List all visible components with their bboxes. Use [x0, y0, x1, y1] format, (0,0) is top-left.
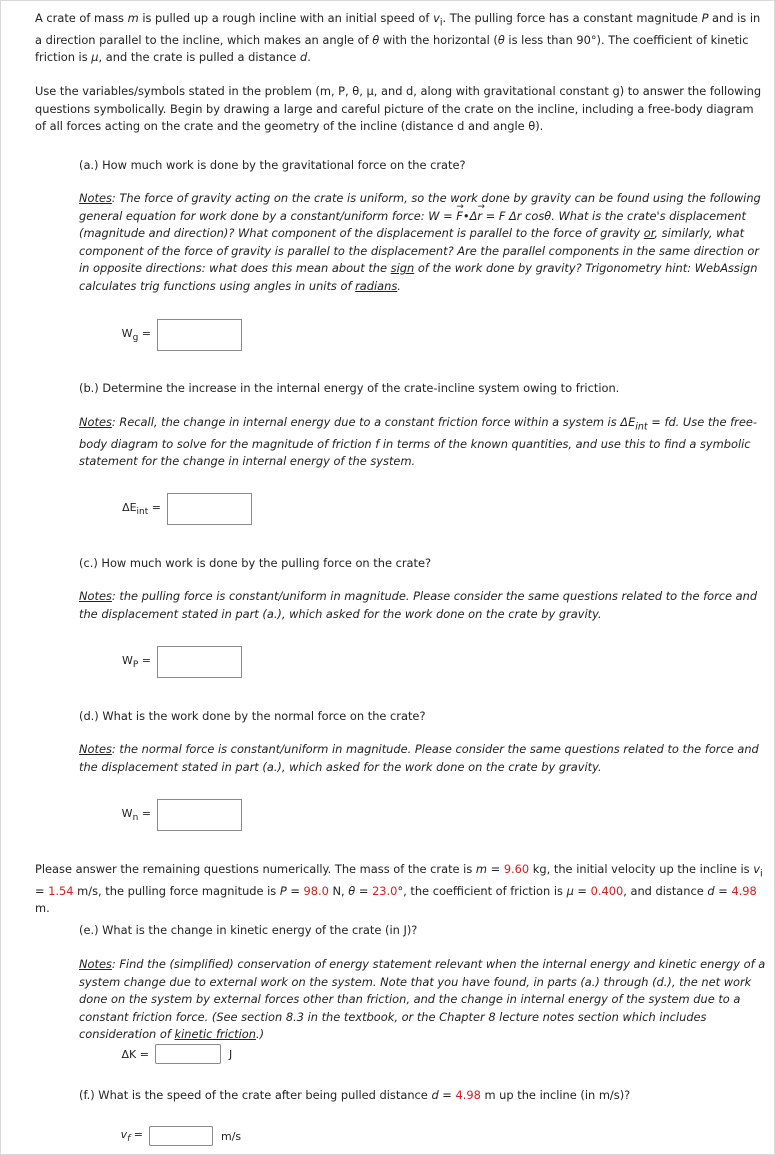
mass-value: 9.60 [503, 862, 530, 876]
distance-value-f: 4.98 [455, 1088, 481, 1102]
part-d-answer-row [101, 799, 242, 831]
part-e-label: ΔK = [121, 1047, 149, 1061]
part-a-answer-row [101, 319, 242, 351]
internal-energy-input[interactable] [167, 493, 252, 525]
part-d-question: (d.) What is the work done by the normal force on the crate? [79, 709, 426, 723]
instructions: Use the variables/symbols stated in the problem (m, P, θ, μ, and d, along with gravitational constant g) to answer the following questions symbolically. Begin by drawing a large and careful picture of the crate on the incline, including a free-body diagram of all forces acting on the crate and the geometry of the incline (distance d and angle θ). [35, 84, 762, 133]
part-c-question: (c.) How much work is done by the pulling force on the crate? [79, 556, 432, 570]
part-d-label: $W_n$ = [121, 806, 151, 824]
force-value: 98.0 [303, 883, 329, 898]
friction-value: 0.400 [590, 883, 624, 898]
work-normal-input[interactable] [157, 799, 242, 831]
part-b-label: $\Delta E_{int}$ = [122, 500, 161, 518]
part-b-answer-row [101, 493, 252, 525]
part-c-notes: Notes: the pulling force is constant/uniform in magnitude. Please consider the same questions related to the force and the displacement stated in part (a.), which asked for the work done on the crate by gravity. [79, 589, 758, 621]
angle-value: 23.0 [372, 883, 398, 898]
part-d-notes: Notes: the normal force is constant/uniform in magnitude. Please consider the same questions related to the force and the displacement stated in part (a.), which asked for the work done on the crate by gravity. [79, 742, 759, 774]
work-pulling-input[interactable] [157, 646, 242, 678]
part-f-unit: m/s [221, 1129, 242, 1143]
part-e-answer-row [101, 1044, 232, 1064]
part-c-label: $W_P$ = [121, 653, 151, 671]
part-e-notes: Notes: Find the (simplified) conservation of energy statement relevant when the internal energy and kinetic energy of a system change due to external work on the system. Note that you have found, in parts (a.) through (d.), the net work done on the system by external forces other than friction, and the change in internal energy of the system due to a constant friction force. (See section 8.3 in the textbook, or the Chapter 8 lecture notes section which includes consideration of kinetic friction.) [79, 957, 766, 1041]
part-a-question: (a.) How much work is done by the gravitational force on the crate? [79, 158, 466, 172]
part-a-label: $W_g$ = [121, 326, 151, 344]
problem-statement: A crate of mass m is pulled up a rough incline with an initial speed of $v_i$. The pulling force has a constant magnitude P and is in a direction parallel to the incline, which makes an angle of θ with the horizontal (θ is less than 90°). The coefficient of kinetic friction is μ, and the crate is pulled a distance d. [35, 11, 761, 65]
part-f-question: (f.) What is the speed of the crate after being pulled distance d = 4.98 m up the incline (in m/s)? [79, 1088, 631, 1102]
work-gravity-input[interactable] [157, 319, 242, 351]
part-b-notes: Notes: Recall, the change in internal energy due to a constant friction force within a system is $\Delta E_{int}$ = fd. Use the free-body diagram to solve for the magnitude of friction f in terms of the known quantities, and use this to find a symbolic statement for the change in internal energy of the system. [79, 415, 757, 469]
part-e-question: (e.) What is the change in kinetic energy of the crate (in J)? [79, 923, 418, 937]
velocity-value: 1.54 [48, 883, 74, 898]
numeric-statement: Please answer the remaining questions numerically. The mass of the crate is m = 9.60 kg, the initial velocity up the incline is $v_i = 1.54$ m/s, the pulling force magnitude is P = 98.0 N, θ = 23.0°, the coefficient of friction is μ = 0.400, and distance d = 4.98 m. [35, 862, 763, 916]
part-c-answer-row [101, 646, 242, 678]
kinetic-energy-input[interactable] [155, 1044, 221, 1064]
part-e-unit: J [229, 1047, 233, 1061]
part-b-question: (b.) Determine the increase in the internal energy of the crate-incline system owing to friction. [79, 381, 620, 395]
part-a-notes: Notes: The force of gravity acting on the crate is uniform, so the work done by gravity can be found using the following general equation for work done by a constant/uniform force: W = → F•Δ→ r = F Δr cosθ. What is the crate's displacement (magnitude and direction)? What component of the displacement is parallel to the force of gravity or, similarly, what component of the force of gravity is parallel to the displacement? Are the parallel components in the same direction or in opposite directions: what does this mean about the sign of the work done by gravity? Trigonometry hint: WebAssign calculates trig functions using angles in units of radians. [79, 190, 769, 295]
part-f-answer-row [101, 1126, 241, 1146]
part-f-label: $v_f$ = [120, 1127, 143, 1145]
final-speed-input[interactable] [149, 1126, 213, 1146]
distance-value: 4.98 [731, 883, 757, 898]
